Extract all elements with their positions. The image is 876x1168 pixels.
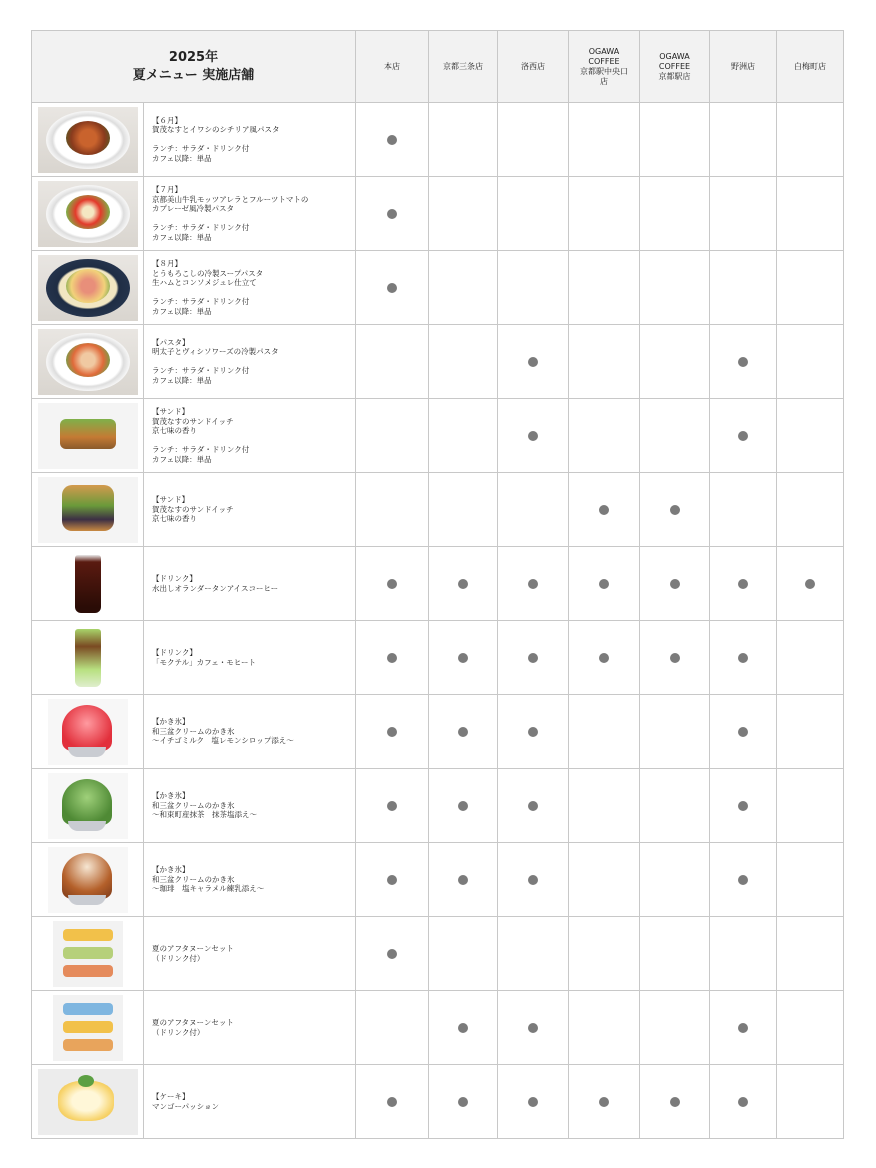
menu-item-description: 夏のアフタヌーンセット （ドリンク付） — [144, 991, 356, 1065]
store-header: 白梅町店 — [777, 31, 844, 103]
availability-cell — [356, 399, 429, 473]
table-row — [32, 177, 844, 251]
availability-cell — [777, 1065, 844, 1139]
availability-dot-icon — [458, 579, 468, 589]
availability-dot-icon — [387, 135, 397, 145]
availability-cell — [498, 473, 569, 547]
menu-image-cell — [32, 769, 144, 843]
availability-cell — [710, 917, 777, 991]
availability-cell — [777, 991, 844, 1065]
coffee-shaved-ice-image — [48, 847, 128, 913]
menu-image-cell — [32, 103, 144, 177]
table-row — [32, 769, 844, 843]
availability-dot-icon — [670, 1097, 680, 1107]
availability-cell — [640, 769, 710, 843]
caprese-pasta-plate-image — [38, 181, 138, 247]
availability-cell — [429, 325, 498, 399]
menu-image-cell — [32, 621, 144, 695]
availability-cell — [498, 399, 569, 473]
availability-cell — [356, 1065, 429, 1139]
availability-dot-icon — [670, 505, 680, 515]
corn-soup-pasta-plate-image — [38, 255, 138, 321]
availability-cell — [710, 177, 777, 251]
availability-dot-icon — [528, 727, 538, 737]
menu-image-cell — [32, 325, 144, 399]
availability-cell — [569, 843, 640, 917]
availability-cell — [498, 843, 569, 917]
mentaiko-pasta-plate-image — [38, 329, 138, 395]
availability-cell — [710, 695, 777, 769]
availability-cell — [498, 621, 569, 695]
store-header: 野洲店 — [710, 31, 777, 103]
availability-dot-icon — [738, 727, 748, 737]
availability-cell — [640, 843, 710, 917]
menu-item-description: 【かき氷】 和三盆クリームのかき氷 ～珈琲 塩キャラメル練乳添え～ — [144, 843, 356, 917]
availability-dot-icon — [738, 1023, 748, 1033]
availability-cell — [640, 917, 710, 991]
menu-item-description: 【パスタ】 明太子とヴィシソワーズの冷製パスタ ランチ：サラダ・ドリンク付 カフェ以降：単品 — [144, 325, 356, 399]
availability-cell — [356, 843, 429, 917]
availability-cell — [356, 103, 429, 177]
availability-dot-icon — [670, 653, 680, 663]
availability-cell — [777, 473, 844, 547]
table-row — [32, 547, 844, 621]
availability-cell — [498, 695, 569, 769]
availability-cell — [569, 473, 640, 547]
availability-cell — [429, 991, 498, 1065]
menu-item-description: 【サンド】 賀茂なすのサンドイッチ 京七味の香り — [144, 473, 356, 547]
menu-item-description: 【かき氷】 和三盆クリームのかき氷 ～和束町産抹茶 抹茶塩添え～ — [144, 769, 356, 843]
availability-cell — [429, 769, 498, 843]
availability-dot-icon — [599, 1097, 609, 1107]
availability-cell — [569, 621, 640, 695]
afternoon-tea-stand-image-2 — [53, 995, 123, 1061]
availability-cell — [640, 177, 710, 251]
availability-cell — [710, 547, 777, 621]
availability-cell — [777, 917, 844, 991]
availability-dot-icon — [458, 801, 468, 811]
menu-image-cell — [32, 843, 144, 917]
availability-cell — [498, 325, 569, 399]
store-header: 洛西店 — [498, 31, 569, 103]
availability-cell — [429, 1065, 498, 1139]
availability-dot-icon — [599, 579, 609, 589]
availability-cell — [777, 621, 844, 695]
availability-cell — [498, 547, 569, 621]
menu-image-cell — [32, 177, 144, 251]
menu-item-description: 【サンド】 賀茂なすのサンドイッチ 京七味の香り ランチ：サラダ・ドリンク付 カフェ以降：単品 — [144, 399, 356, 473]
availability-dot-icon — [528, 1097, 538, 1107]
iced-coffee-glass-image — [69, 551, 107, 617]
availability-cell — [569, 547, 640, 621]
table-row — [32, 325, 844, 399]
menu-image-cell — [32, 1065, 144, 1139]
availability-dot-icon — [738, 801, 748, 811]
table-row — [32, 621, 844, 695]
availability-cell — [356, 325, 429, 399]
availability-cell — [777, 103, 844, 177]
availability-cell — [498, 991, 569, 1065]
availability-dot-icon — [738, 875, 748, 885]
availability-dot-icon — [458, 1097, 468, 1107]
availability-cell — [569, 325, 640, 399]
table-row — [32, 1065, 844, 1139]
availability-dot-icon — [387, 875, 397, 885]
table-row — [32, 843, 844, 917]
availability-cell — [640, 103, 710, 177]
availability-dot-icon — [387, 653, 397, 663]
availability-cell — [710, 769, 777, 843]
table-row — [32, 917, 844, 991]
table-row — [32, 695, 844, 769]
availability-dot-icon — [670, 579, 680, 589]
availability-cell — [356, 251, 429, 325]
store-header: 京都三条店 — [429, 31, 498, 103]
table-row — [32, 473, 844, 547]
availability-cell — [498, 103, 569, 177]
availability-cell — [640, 991, 710, 1065]
availability-cell — [569, 695, 640, 769]
availability-cell — [710, 325, 777, 399]
availability-cell — [569, 1065, 640, 1139]
availability-cell — [640, 695, 710, 769]
availability-dot-icon — [738, 653, 748, 663]
table-title: 2025年 夏メニュー 実施店舗 — [32, 31, 356, 103]
availability-cell — [498, 177, 569, 251]
availability-cell — [640, 473, 710, 547]
menu-image-cell — [32, 251, 144, 325]
availability-cell — [710, 1065, 777, 1139]
availability-cell — [356, 177, 429, 251]
store-header: OGAWA COFFEE 京都駅中央口 店 — [569, 31, 640, 103]
availability-dot-icon — [528, 801, 538, 811]
availability-dot-icon — [528, 875, 538, 885]
table-row — [32, 399, 844, 473]
availability-dot-icon — [738, 357, 748, 367]
availability-cell — [710, 991, 777, 1065]
availability-dot-icon — [528, 1023, 538, 1033]
availability-cell — [429, 843, 498, 917]
availability-cell — [429, 547, 498, 621]
menu-item-description: 【ケーキ】 マンゴーパッション — [144, 1065, 356, 1139]
availability-cell — [356, 769, 429, 843]
availability-dot-icon — [387, 1097, 397, 1107]
mango-cake-image — [38, 1069, 138, 1135]
menu-item-description: 【かき氷】 和三盆クリームのかき氷 ～イチゴミルク 塩レモンシロップ添え～ — [144, 695, 356, 769]
store-header: 本店 — [356, 31, 429, 103]
menu-image-cell — [32, 399, 144, 473]
availability-cell — [710, 473, 777, 547]
matcha-shaved-ice-image — [48, 773, 128, 839]
menu-image-cell — [32, 991, 144, 1065]
availability-cell — [777, 251, 844, 325]
availability-cell — [356, 547, 429, 621]
availability-cell — [356, 991, 429, 1065]
afternoon-tea-stand-image — [53, 921, 123, 987]
availability-cell — [429, 917, 498, 991]
availability-dot-icon — [387, 283, 397, 293]
availability-cell — [498, 769, 569, 843]
availability-dot-icon — [528, 357, 538, 367]
menu-item-description: 夏のアフタヌーンセット （ドリンク付） — [144, 917, 356, 991]
menu-image-cell — [32, 695, 144, 769]
availability-cell — [498, 917, 569, 991]
availability-cell — [429, 621, 498, 695]
availability-cell — [498, 1065, 569, 1139]
availability-cell — [640, 251, 710, 325]
availability-cell — [710, 621, 777, 695]
menu-item-description: 【ドリンク】 「モクテル」カフェ・モヒート — [144, 621, 356, 695]
availability-cell — [640, 1065, 710, 1139]
table-row — [32, 103, 844, 177]
eggplant-sandwich-image — [38, 477, 138, 543]
eggplant-sandwich-plate-image — [38, 403, 138, 469]
availability-cell — [710, 843, 777, 917]
availability-dot-icon — [528, 431, 538, 441]
availability-cell — [569, 251, 640, 325]
menu-item-description: 【７月】 京都美山牛乳モッツアレラとフルーツトマトの カプレーゼ風冷製パスタ ランチ：サラダ・ドリンク付 カフェ以降：単品 — [144, 177, 356, 251]
availability-cell — [429, 473, 498, 547]
availability-cell — [777, 177, 844, 251]
availability-dot-icon — [458, 653, 468, 663]
availability-cell — [569, 177, 640, 251]
availability-dot-icon — [528, 579, 538, 589]
availability-cell — [640, 547, 710, 621]
availability-cell — [777, 843, 844, 917]
table-row — [32, 251, 844, 325]
availability-dot-icon — [528, 653, 538, 663]
availability-dot-icon — [387, 801, 397, 811]
availability-dot-icon — [738, 431, 748, 441]
availability-cell — [429, 251, 498, 325]
availability-dot-icon — [458, 875, 468, 885]
availability-dot-icon — [458, 727, 468, 737]
availability-cell — [569, 917, 640, 991]
availability-cell — [429, 103, 498, 177]
menu-image-cell — [32, 473, 144, 547]
availability-cell — [569, 103, 640, 177]
availability-dot-icon — [738, 1097, 748, 1107]
availability-dot-icon — [599, 505, 609, 515]
availability-cell — [777, 769, 844, 843]
availability-cell — [640, 325, 710, 399]
availability-dot-icon — [599, 653, 609, 663]
availability-cell — [429, 177, 498, 251]
availability-dot-icon — [458, 1023, 468, 1033]
availability-dot-icon — [738, 579, 748, 589]
availability-dot-icon — [387, 949, 397, 959]
availability-cell — [710, 103, 777, 177]
menu-image-cell — [32, 917, 144, 991]
availability-cell — [777, 695, 844, 769]
header-row — [32, 31, 844, 103]
store-menu-table — [31, 30, 844, 1139]
cafe-mojito-glass-image — [69, 625, 107, 691]
availability-cell — [640, 399, 710, 473]
menu-item-description: 【８月】 とうもろこしの冷製スープパスタ 生ハムとコンソメジュレ仕立て ランチ：サラダ・ドリンク付 カフェ以降：単品 — [144, 251, 356, 325]
availability-cell — [356, 473, 429, 547]
availability-cell — [569, 991, 640, 1065]
availability-dot-icon — [387, 209, 397, 219]
menu-item-description: 【ドリンク】 水出しオランダータンアイスコーヒー — [144, 547, 356, 621]
pasta-eggplant-plate-image — [38, 107, 138, 173]
menu-item-description: 【６月】 賀茂なすとイワシのシチリア風パスタ ランチ：サラダ・ドリンク付 カフェ以降：単品 — [144, 103, 356, 177]
availability-cell — [429, 695, 498, 769]
availability-cell — [356, 917, 429, 991]
availability-dot-icon — [387, 579, 397, 589]
availability-cell — [356, 621, 429, 695]
availability-dot-icon — [805, 579, 815, 589]
availability-cell — [710, 251, 777, 325]
availability-cell — [569, 769, 640, 843]
availability-cell — [777, 325, 844, 399]
availability-cell — [569, 399, 640, 473]
menu-image-cell — [32, 547, 144, 621]
availability-cell — [429, 399, 498, 473]
store-header: OGAWA COFFEE 京都駅店 — [640, 31, 710, 103]
availability-cell — [710, 399, 777, 473]
availability-cell — [640, 621, 710, 695]
table-row — [32, 991, 844, 1065]
availability-cell — [777, 399, 844, 473]
availability-dot-icon — [387, 727, 397, 737]
availability-cell — [498, 251, 569, 325]
availability-cell — [356, 695, 429, 769]
strawberry-shaved-ice-image — [48, 699, 128, 765]
availability-cell — [777, 547, 844, 621]
